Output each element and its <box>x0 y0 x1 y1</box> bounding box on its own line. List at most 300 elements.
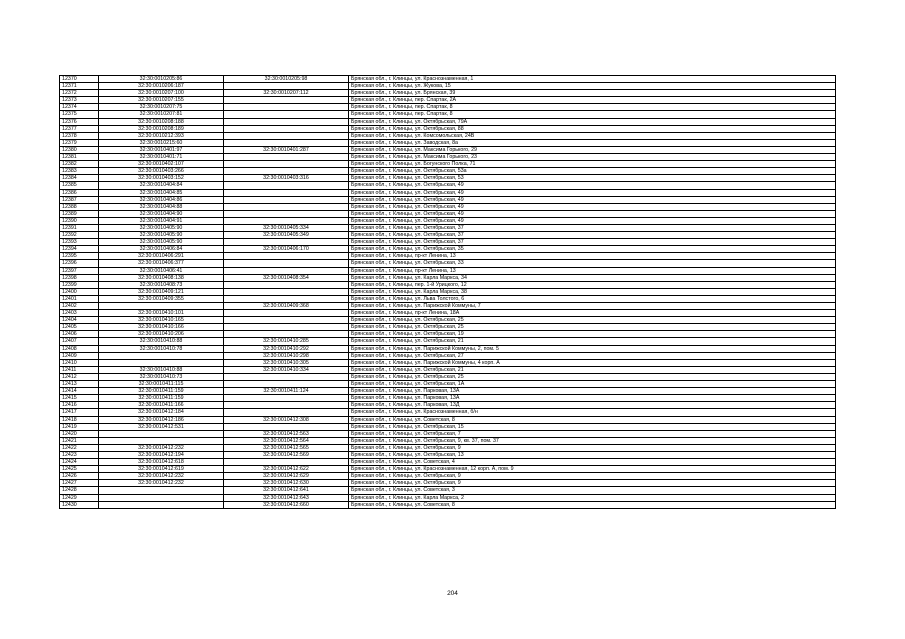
address-cell: Брянская обл., г. Клинцы, ул. Комсомольская, 24В <box>349 132 836 139</box>
row-number-cell: 12420 <box>60 430 99 437</box>
object-number-cell: 32:30:0010408:354 <box>224 274 349 281</box>
object-number-cell <box>224 267 349 274</box>
row-number-cell: 12387 <box>60 196 99 203</box>
parcel-number-cell <box>99 487 224 494</box>
parcel-number-cell <box>99 501 224 508</box>
row-number-cell: 12378 <box>60 132 99 139</box>
row-number-cell: 12386 <box>60 189 99 196</box>
object-number-cell <box>224 217 349 224</box>
address-cell: Брянская обл., г. Клинцы, ул. Октябрьская, 1А <box>349 381 836 388</box>
address-cell: Брянская обл., г. Клинцы, пр-кт Ленина, 13 <box>349 267 836 274</box>
address-cell: Брянская обл., г. Клинцы, ул. Советская, 4 <box>349 459 836 466</box>
table-row <box>60 459 836 466</box>
row-number-cell: 12374 <box>60 104 99 111</box>
object-number-cell <box>224 281 349 288</box>
table-row <box>60 310 836 317</box>
address-cell: Брянская обл., г. Клинцы, ул. Октябрьская, 35 <box>349 246 836 253</box>
object-number-cell <box>224 423 349 430</box>
cadastral-table <box>59 75 836 509</box>
row-number-cell: 12370 <box>60 76 99 83</box>
table-row <box>60 196 836 203</box>
address-cell: Брянская обл., г. Клинцы, ул. Парковая, 13А <box>349 395 836 402</box>
parcel-number-cell: 32:30:0010404:85 <box>99 189 224 196</box>
address-cell: Брянская обл., г. Клинцы, ул. Октябрьская, 15 <box>349 423 836 430</box>
parcel-number-cell: 32:30:0010406:377 <box>99 260 224 267</box>
object-number-cell: 32:30:0010412:641 <box>224 487 349 494</box>
parcel-number-cell: 32:30:0010412:232 <box>99 473 224 480</box>
object-number-cell: 32:30:0010412:643 <box>224 494 349 501</box>
object-number-cell <box>224 196 349 203</box>
row-number-cell: 12411 <box>60 366 99 373</box>
object-number-cell: 32:30:0010207:112 <box>224 90 349 97</box>
row-number-cell: 12422 <box>60 444 99 451</box>
parcel-number-cell: 32:30:0010412:194 <box>99 451 224 458</box>
parcel-number-cell: 32:30:0010412:531 <box>99 423 224 430</box>
row-number-cell: 12404 <box>60 317 99 324</box>
address-cell: Брянская обл., г. Клинцы, ул. Парижской Коммуны, 2, пом. 5 <box>349 345 836 352</box>
parcel-number-cell: 32:30:0010412:619 <box>99 466 224 473</box>
row-number-cell: 12398 <box>60 274 99 281</box>
address-cell: Брянская обл., г. Клинцы, ул. Карла Маркса, 38 <box>349 288 836 295</box>
row-number-cell: 12397 <box>60 267 99 274</box>
parcel-number-cell: 32:30:0010410:101 <box>99 310 224 317</box>
table-row <box>60 466 836 473</box>
object-number-cell <box>224 83 349 90</box>
address-cell: Брянская обл., г. Клинцы, ул. Октябрьская, 88 <box>349 125 836 132</box>
parcel-number-cell <box>99 359 224 366</box>
table-row <box>60 352 836 359</box>
object-number-cell <box>224 317 349 324</box>
object-number-cell: 32:30:0010412:569 <box>224 451 349 458</box>
row-number-cell: 12427 <box>60 480 99 487</box>
table-row <box>60 125 836 132</box>
row-number-cell: 12402 <box>60 303 99 310</box>
row-number-cell: 12384 <box>60 175 99 182</box>
address-cell: Брянская обл., г. Клинцы, ул. Максима Горького, 29 <box>349 146 836 153</box>
table-row <box>60 83 836 90</box>
address-cell: Брянская обл., г. Клинцы, ул. Краснознаменная, 12 корп. А, пом. 9 <box>349 466 836 473</box>
object-number-cell <box>224 210 349 217</box>
parcel-number-cell: 32:30:0010207:155 <box>99 97 224 104</box>
object-number-cell <box>224 402 349 409</box>
address-cell: Брянская обл., г. Клинцы, ул. Октябрьская, 49 <box>349 182 836 189</box>
address-cell: Брянская обл., г. Клинцы, ул. Октябрьская, 49 <box>349 203 836 210</box>
row-number-cell: 12394 <box>60 246 99 253</box>
table-row <box>60 345 836 352</box>
address-cell: Брянская обл., г. Клинцы, ул. Октябрьская, 49 <box>349 210 836 217</box>
address-cell: Брянская обл., г. Клинцы, ул. Октябрьская, 9 <box>349 444 836 451</box>
table-row <box>60 239 836 246</box>
parcel-number-cell <box>99 303 224 310</box>
row-number-cell: 12412 <box>60 373 99 380</box>
row-number-cell: 12376 <box>60 118 99 125</box>
table-row <box>60 494 836 501</box>
address-cell: Брянская обл., г. Клинцы, пр-кт Ленина, 13 <box>349 253 836 260</box>
object-number-cell: 32:30:0010405:349 <box>224 232 349 239</box>
object-number-cell <box>224 111 349 118</box>
object-number-cell <box>224 409 349 416</box>
parcel-number-cell <box>99 430 224 437</box>
table-row <box>60 118 836 125</box>
parcel-number-cell: 32:30:0010405:90 <box>99 239 224 246</box>
address-cell: Брянская обл., г. Клинцы, ул. Октябрьская, 49 <box>349 217 836 224</box>
row-number-cell: 12400 <box>60 288 99 295</box>
table-row <box>60 430 836 437</box>
object-number-cell <box>224 161 349 168</box>
row-number-cell: 12390 <box>60 217 99 224</box>
object-number-cell <box>224 104 349 111</box>
row-number-cell: 12389 <box>60 210 99 217</box>
object-number-cell: 32:30:0010401:287 <box>224 146 349 153</box>
object-number-cell <box>224 381 349 388</box>
row-number-cell: 12421 <box>60 437 99 444</box>
table-row <box>60 288 836 295</box>
page-number: 204 <box>447 590 458 597</box>
address-cell: Брянская обл., г. Клинцы, ул. Октябрьская, 49 <box>349 189 836 196</box>
object-number-cell <box>224 168 349 175</box>
object-number-cell: 32:30:0010410:285 <box>224 338 349 345</box>
row-number-cell: 12371 <box>60 83 99 90</box>
table-row <box>60 388 836 395</box>
parcel-number-cell <box>99 352 224 359</box>
table-row <box>60 267 836 274</box>
parcel-number-cell: 32:30:0010406:41 <box>99 267 224 274</box>
address-cell: Брянская обл., г. Клинцы, ул. Парижской Коммуны, 7 <box>349 303 836 310</box>
address-cell: Брянская обл., г. Клинцы, ул. Октябрьская, 37 <box>349 239 836 246</box>
row-number-cell: 12428 <box>60 487 99 494</box>
address-cell: Брянская обл., г. Клинцы, ул. Парижской Коммуны, 4 корп. А <box>349 359 836 366</box>
parcel-number-cell: 32:30:0010205:86 <box>99 76 224 83</box>
parcel-number-cell: 32:30:0010410:165 <box>99 317 224 324</box>
address-cell: Брянская обл., г. Клинцы, ул. Октябрьская, 25 <box>349 317 836 324</box>
parcel-number-cell: 32:30:0010404:86 <box>99 196 224 203</box>
object-number-cell <box>224 331 349 338</box>
row-number-cell: 12385 <box>60 182 99 189</box>
object-number-cell <box>224 395 349 402</box>
row-number-cell: 12391 <box>60 224 99 231</box>
row-number-cell: 12388 <box>60 203 99 210</box>
parcel-number-cell: 32:30:0010412:232 <box>99 480 224 487</box>
table-row <box>60 317 836 324</box>
table-row <box>60 366 836 373</box>
parcel-number-cell: 32:30:0010411:115 <box>99 381 224 388</box>
parcel-number-cell: 32:30:0010412:186 <box>99 416 224 423</box>
row-number-cell: 12408 <box>60 345 99 352</box>
table-row <box>60 97 836 104</box>
row-number-cell: 12373 <box>60 97 99 104</box>
address-cell: Брянская обл., г. Клинцы, ул. Советская, 8 <box>349 501 836 508</box>
parcel-number-cell: 32:30:0010410:88 <box>99 338 224 345</box>
table-row <box>60 303 836 310</box>
row-number-cell: 12423 <box>60 451 99 458</box>
table-row <box>60 295 836 302</box>
object-number-cell <box>224 139 349 146</box>
parcel-number-cell: 32:30:0010408:73 <box>99 281 224 288</box>
row-number-cell: 12419 <box>60 423 99 430</box>
parcel-number-cell: 32:30:0010410:73 <box>99 373 224 380</box>
table-row <box>60 331 836 338</box>
object-number-cell: 32:30:0010410:298 <box>224 352 349 359</box>
table-row <box>60 154 836 161</box>
row-number-cell: 12406 <box>60 331 99 338</box>
object-number-cell: 32:30:0010410:292 <box>224 345 349 352</box>
table-row <box>60 260 836 267</box>
table-row <box>60 338 836 345</box>
object-number-cell: 32:30:0010405:334 <box>224 224 349 231</box>
address-cell: Брянская обл., г. Клинцы, ул. Октябрьская, 79А <box>349 118 836 125</box>
table-row <box>60 473 836 480</box>
table-row <box>60 416 836 423</box>
parcel-number-cell: 32:30:0010411:159 <box>99 395 224 402</box>
object-number-cell: 32:30:0010412:565 <box>224 444 349 451</box>
object-number-cell: 32:30:0010411:124 <box>224 388 349 395</box>
table-row <box>60 437 836 444</box>
row-number-cell: 12405 <box>60 324 99 331</box>
parcel-number-cell <box>99 494 224 501</box>
address-cell: Брянская обл., г. Клинцы, ул. Заводская, 8а <box>349 139 836 146</box>
address-cell: Брянская обл., г. Клинцы, ул. Октябрьская, 7 <box>349 430 836 437</box>
address-cell: Брянская обл., г. Клинцы, ул. Октябрьская, 21 <box>349 366 836 373</box>
parcel-number-cell: 32:30:0010411:159 <box>99 388 224 395</box>
cadastral-table-body <box>60 76 836 509</box>
object-number-cell: 32:30:0010410:305 <box>224 359 349 366</box>
row-number-cell: 12395 <box>60 253 99 260</box>
table-row <box>60 168 836 175</box>
table-row <box>60 487 836 494</box>
object-number-cell <box>224 459 349 466</box>
object-number-cell <box>224 324 349 331</box>
object-number-cell <box>224 154 349 161</box>
object-number-cell <box>224 125 349 132</box>
parcel-number-cell: 32:30:0010409:355 <box>99 295 224 302</box>
object-number-cell: 32:30:0010412:622 <box>224 466 349 473</box>
table-row <box>60 373 836 380</box>
object-number-cell: 32:30:0010412:564 <box>224 437 349 444</box>
table-row <box>60 146 836 153</box>
address-cell: Брянская обл., г. Клинцы, ул. Октябрьская, 25 <box>349 373 836 380</box>
table-row <box>60 132 836 139</box>
row-number-cell: 12417 <box>60 409 99 416</box>
parcel-number-cell: 32:30:0010207:81 <box>99 111 224 118</box>
row-number-cell: 12375 <box>60 111 99 118</box>
table-row <box>60 423 836 430</box>
object-number-cell: 32:30:0010412:629 <box>224 473 349 480</box>
table-row <box>60 189 836 196</box>
parcel-number-cell: 32:30:0010405:90 <box>99 232 224 239</box>
parcel-number-cell: 32:30:0010404:91 <box>99 217 224 224</box>
row-number-cell: 12426 <box>60 473 99 480</box>
row-number-cell: 12396 <box>60 260 99 267</box>
table-row <box>60 246 836 253</box>
table-row <box>60 182 836 189</box>
object-number-cell: 32:30:0010403:316 <box>224 175 349 182</box>
address-cell: Брянская обл., г. Клинцы, ул. Советская, 3 <box>349 487 836 494</box>
parcel-number-cell: 32:30:0010403:152 <box>99 175 224 182</box>
row-number-cell: 12377 <box>60 125 99 132</box>
address-cell: Брянская обл., г. Клинцы, пер. Спартак, 2А <box>349 97 836 104</box>
parcel-number-cell <box>99 437 224 444</box>
table-row <box>60 253 836 260</box>
object-number-cell: 32:30:0010205:98 <box>224 76 349 83</box>
parcel-number-cell: 32:30:0010212:393 <box>99 132 224 139</box>
row-number-cell: 12429 <box>60 494 99 501</box>
row-number-cell: 12379 <box>60 139 99 146</box>
address-cell: Брянская обл., г. Клинцы, ул. Жукова, 15 <box>349 83 836 90</box>
table-row <box>60 111 836 118</box>
row-number-cell: 12430 <box>60 501 99 508</box>
object-number-cell <box>224 239 349 246</box>
row-number-cell: 12414 <box>60 388 99 395</box>
row-number-cell: 12399 <box>60 281 99 288</box>
parcel-number-cell: 32:30:0010410:78 <box>99 345 224 352</box>
table-row <box>60 281 836 288</box>
parcel-number-cell: 32:30:0010207:100 <box>99 90 224 97</box>
address-cell: Брянская обл., г. Клинцы, ул. Октябрьская, 25 <box>349 324 836 331</box>
row-number-cell: 12380 <box>60 146 99 153</box>
table-row <box>60 444 836 451</box>
object-number-cell <box>224 373 349 380</box>
table-row <box>60 359 836 366</box>
row-number-cell: 12382 <box>60 161 99 168</box>
parcel-number-cell: 32:30:0010215:60 <box>99 139 224 146</box>
address-cell: Брянская обл., г. Клинцы, ул. Максима Горького, 23 <box>349 154 836 161</box>
address-cell: Брянская обл., г. Клинцы, пер. Спартак, 8 <box>349 104 836 111</box>
address-cell: Брянская обл., г. Клинцы, ул. Льва Толстого, 6 <box>349 295 836 302</box>
address-cell: Брянская обл., г. Клинцы, ул. Парковая, 13А <box>349 388 836 395</box>
row-number-cell: 12392 <box>60 232 99 239</box>
address-cell: Брянская обл., г. Клинцы, ул. Октябрьская, 37 <box>349 224 836 231</box>
row-number-cell: 12410 <box>60 359 99 366</box>
address-cell: Брянская обл., г. Клинцы, ул. Краснознаменная, 1 <box>349 76 836 83</box>
parcel-number-cell: 32:30:0010411:166 <box>99 402 224 409</box>
parcel-number-cell: 32:30:0010412:618 <box>99 459 224 466</box>
object-number-cell: 32:30:0010409:368 <box>224 303 349 310</box>
address-cell: Брянская обл., г. Клинцы, пер. Спартак, 8 <box>349 111 836 118</box>
parcel-number-cell: 32:30:0010410:206 <box>99 331 224 338</box>
object-number-cell <box>224 295 349 302</box>
table-row <box>60 501 836 508</box>
parcel-number-cell: 32:30:0010208:189 <box>99 125 224 132</box>
parcel-number-cell: 32:30:0010412:184 <box>99 409 224 416</box>
address-cell: Брянская обл., г. Клинцы, ул. Октябрьская, 21 <box>349 338 836 345</box>
parcel-number-cell: 32:30:0010412:232 <box>99 444 224 451</box>
object-number-cell: 32:30:0010412:308 <box>224 416 349 423</box>
parcel-number-cell: 32:30:0010403:266 <box>99 168 224 175</box>
table-row <box>60 224 836 231</box>
row-number-cell: 12401 <box>60 295 99 302</box>
address-cell: Брянская обл., г. Клинцы, ул. Богунского Полка, 71 <box>349 161 836 168</box>
address-cell: Брянская обл., г. Клинцы, ул. Октябрьская, 27 <box>349 352 836 359</box>
parcel-number-cell: 32:30:0010409:121 <box>99 288 224 295</box>
parcel-number-cell: 32:30:0010207:75 <box>99 104 224 111</box>
object-number-cell <box>224 310 349 317</box>
parcel-number-cell: 32:30:0010406:291 <box>99 253 224 260</box>
address-cell: Брянская обл., г. Клинцы, ул. Советская, 8 <box>349 416 836 423</box>
row-number-cell: 12372 <box>60 90 99 97</box>
table-row <box>60 217 836 224</box>
parcel-number-cell: 32:30:0010404:90 <box>99 210 224 217</box>
address-cell: Брянская обл., г. Клинцы, ул. Октябрьская, 49 <box>349 196 836 203</box>
parcel-number-cell: 32:30:0010408:138 <box>99 274 224 281</box>
parcel-number-cell: 32:30:0010208:188 <box>99 118 224 125</box>
address-cell: Брянская обл., г. Клинцы, ул. Октябрьская, 9, кв. 37, пом. 37 <box>349 437 836 444</box>
table-row <box>60 210 836 217</box>
object-number-cell: 32:30:0010412:660 <box>224 501 349 508</box>
table-row <box>60 139 836 146</box>
table-row <box>60 324 836 331</box>
object-number-cell <box>224 253 349 260</box>
object-number-cell <box>224 118 349 125</box>
row-number-cell: 12424 <box>60 459 99 466</box>
parcel-number-cell: 32:30:0010404:84 <box>99 182 224 189</box>
address-cell: Брянская обл., г. Клинцы, ул. Парковая, 13Д <box>349 402 836 409</box>
table-row <box>60 402 836 409</box>
row-number-cell: 12409 <box>60 352 99 359</box>
parcel-number-cell: 32:30:0010406:84 <box>99 246 224 253</box>
parcel-number-cell: 32:30:0010401:97 <box>99 146 224 153</box>
parcel-number-cell: 32:30:0010404:88 <box>99 203 224 210</box>
table-row <box>60 409 836 416</box>
row-number-cell: 12413 <box>60 381 99 388</box>
object-number-cell <box>224 203 349 210</box>
address-cell: Брянская обл., г. Клинцы, пер. 1-й Урицкого, 12 <box>349 281 836 288</box>
address-cell: Брянская обл., г. Клинцы, ул. Октябрьская, 9 <box>349 480 836 487</box>
address-cell: Брянская обл., г. Клинцы, пр-кт Ленина, 18А <box>349 310 836 317</box>
row-number-cell: 12393 <box>60 239 99 246</box>
table-row <box>60 161 836 168</box>
parcel-number-cell: 32:30:0010405:90 <box>99 224 224 231</box>
object-number-cell <box>224 182 349 189</box>
object-number-cell: 32:30:0010410:334 <box>224 366 349 373</box>
row-number-cell: 12383 <box>60 168 99 175</box>
table-row <box>60 104 836 111</box>
address-cell: Брянская обл., г. Клинцы, ул. Брянская, 39 <box>349 90 836 97</box>
object-number-cell: 32:30:0010412:630 <box>224 480 349 487</box>
address-cell: Брянская обл., г. Клинцы, ул. Октябрьская, 37 <box>349 232 836 239</box>
object-number-cell <box>224 260 349 267</box>
row-number-cell: 12407 <box>60 338 99 345</box>
parcel-number-cell: 32:30:0010206:187 <box>99 83 224 90</box>
parcel-number-cell: 32:30:0010410:88 <box>99 366 224 373</box>
row-number-cell: 12416 <box>60 402 99 409</box>
table-row <box>60 203 836 210</box>
row-number-cell: 12425 <box>60 466 99 473</box>
object-number-cell: 32:30:0010406:170 <box>224 246 349 253</box>
address-cell: Брянская обл., г. Клинцы, ул. Октябрьская, 33 <box>349 260 836 267</box>
parcel-number-cell: 32:30:0010402:107 <box>99 161 224 168</box>
row-number-cell: 12415 <box>60 395 99 402</box>
address-cell: Брянская обл., г. Клинцы, ул. Октябрьская, 13 <box>349 451 836 458</box>
parcel-number-cell: 32:30:0010401:71 <box>99 154 224 161</box>
address-cell: Брянская обл., г. Клинцы, ул. Краснознаменная, б/н <box>349 409 836 416</box>
address-cell: Брянская обл., г. Клинцы, ул. Карла Маркса, 2 <box>349 494 836 501</box>
object-number-cell <box>224 189 349 196</box>
address-cell: Брянская обл., г. Клинцы, ул. Октябрьская, 9 <box>349 473 836 480</box>
table-row <box>60 175 836 182</box>
object-number-cell <box>224 97 349 104</box>
table-row <box>60 480 836 487</box>
table-row <box>60 381 836 388</box>
row-number-cell: 12381 <box>60 154 99 161</box>
address-cell: Брянская обл., г. Клинцы, ул. Карла Маркса, 34 <box>349 274 836 281</box>
address-cell: Брянская обл., г. Клинцы, ул. Октябрьская, 53 <box>349 175 836 182</box>
address-cell: Брянская обл., г. Клинцы, ул. Октябрьская, 19 <box>349 331 836 338</box>
table-row <box>60 451 836 458</box>
row-number-cell: 12403 <box>60 310 99 317</box>
table-row <box>60 274 836 281</box>
address-cell: Брянская обл., г. Клинцы, ул. Октябрьская, 53а <box>349 168 836 175</box>
table-row <box>60 90 836 97</box>
